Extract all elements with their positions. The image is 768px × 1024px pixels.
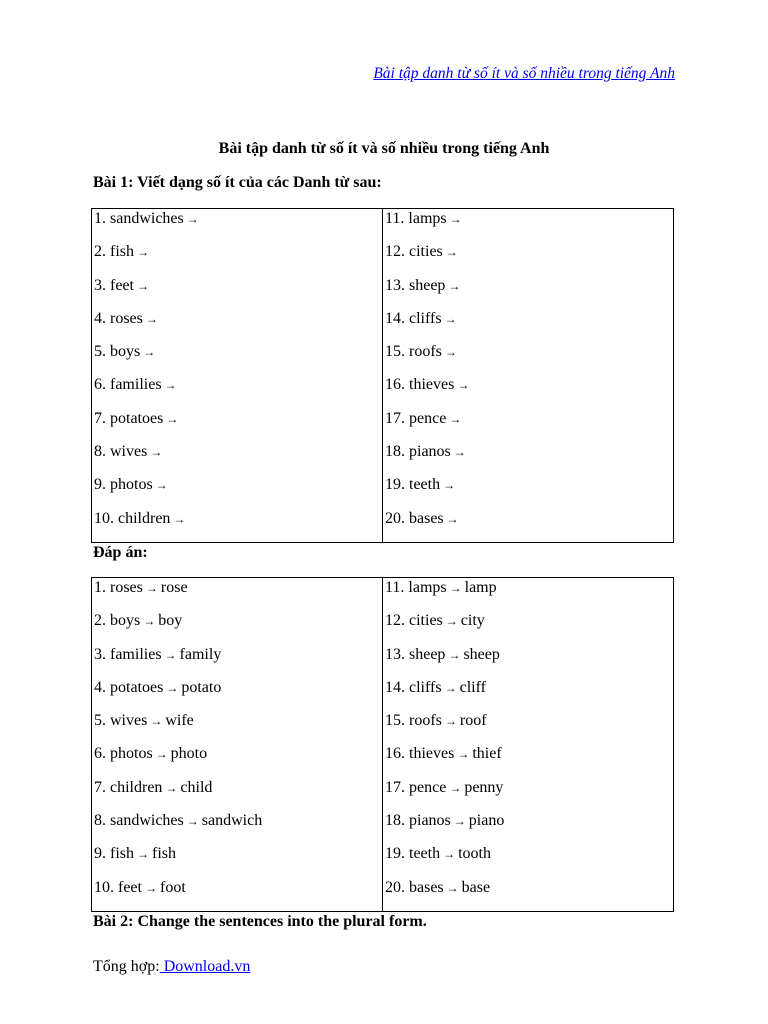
exercise1-cell-right bbox=[383, 209, 674, 243]
question-word: 20. bases bbox=[385, 509, 444, 527]
arrow-icon: → bbox=[444, 714, 457, 729]
answer-cell-left bbox=[92, 578, 383, 612]
question-word: 18. pianos bbox=[385, 812, 451, 830]
exercise1-cell-left bbox=[92, 276, 383, 309]
arrow-icon: → bbox=[444, 680, 457, 695]
question-word: 18. pianos bbox=[385, 443, 451, 461]
arrow-icon: → bbox=[166, 680, 179, 695]
exercise1-cell-right bbox=[383, 442, 674, 475]
question-word: 15. roofs bbox=[385, 343, 442, 361]
arrow-icon: → bbox=[145, 581, 158, 595]
arrow-icon: → bbox=[145, 311, 158, 326]
answer-word: wife bbox=[165, 712, 194, 730]
question-word: 15. roofs bbox=[385, 712, 442, 730]
footer-link[interactable]: Download.vn bbox=[159, 958, 251, 975]
answer-cell-left bbox=[92, 678, 383, 711]
table-row bbox=[92, 375, 674, 408]
answer-word: sandwich bbox=[201, 812, 263, 830]
answer-word: fish bbox=[152, 845, 176, 863]
answer-cell-left bbox=[92, 811, 383, 844]
answer-cell-right bbox=[383, 878, 674, 912]
arrow-icon: → bbox=[186, 212, 199, 226]
table-row bbox=[92, 442, 674, 475]
question-word: 4. roses bbox=[94, 309, 143, 327]
exercise1-heading: Bài 1: Viết dạng số ít của các Danh từ sau: bbox=[93, 174, 382, 191]
question-word: 10. feet bbox=[94, 878, 142, 896]
answer-word: photo bbox=[170, 745, 208, 763]
answer-word: piano bbox=[468, 812, 505, 830]
arrow-icon: → bbox=[449, 780, 462, 795]
answer-cell-right bbox=[383, 711, 674, 744]
answer-word: potato bbox=[181, 678, 222, 696]
exercise1-cell-right bbox=[383, 375, 674, 408]
answer-cell-right bbox=[383, 578, 674, 612]
answer-word: thief bbox=[472, 745, 502, 763]
question-word: 2. fish bbox=[94, 243, 134, 261]
table-row bbox=[92, 475, 674, 508]
question-word: 20. bases bbox=[385, 878, 444, 896]
question-word: 9. photos bbox=[94, 476, 153, 494]
arrow-icon: → bbox=[444, 311, 457, 326]
question-word: 4. potatoes bbox=[94, 678, 164, 696]
answer-word: child bbox=[180, 778, 213, 796]
answer-word: cliff bbox=[459, 678, 486, 696]
exercise1-cell-right bbox=[383, 475, 674, 508]
arrow-icon: → bbox=[143, 614, 156, 629]
arrow-icon: → bbox=[443, 478, 456, 493]
question-word: 17. pence bbox=[385, 409, 447, 427]
arrow-icon: → bbox=[137, 245, 149, 260]
question-word: 12. cities bbox=[385, 243, 443, 261]
table-row bbox=[92, 276, 674, 309]
header-link[interactable]: Bài tập danh từ số ít và số nhiều trong tiếng Anh bbox=[373, 65, 675, 82]
question-word: 11. lamps bbox=[385, 579, 447, 596]
answer-word: foot bbox=[159, 878, 186, 896]
answer-cell-left bbox=[92, 645, 383, 678]
question-word: 17. pence bbox=[385, 778, 447, 796]
arrow-icon: → bbox=[453, 814, 466, 829]
answer-word: family bbox=[179, 645, 222, 663]
arrow-icon: → bbox=[445, 245, 458, 260]
question-word: 9. fish bbox=[94, 845, 134, 863]
arrow-icon: → bbox=[137, 847, 149, 862]
question-word: 1. roses bbox=[94, 579, 143, 596]
exercise1-table bbox=[91, 208, 674, 543]
answer-word: penny bbox=[464, 778, 504, 796]
arrow-icon: → bbox=[186, 814, 199, 829]
answer-cell-left bbox=[92, 778, 383, 811]
table-row bbox=[92, 611, 674, 644]
exercise1-cell-right bbox=[383, 276, 674, 309]
exercise1-cell-left bbox=[92, 409, 383, 442]
question-word: 6. families bbox=[94, 376, 162, 394]
arrow-icon: → bbox=[457, 378, 470, 393]
table-row bbox=[92, 509, 674, 543]
table-row bbox=[92, 242, 674, 275]
question-word: 14. cliffs bbox=[385, 678, 442, 696]
arrow-icon: → bbox=[449, 411, 462, 426]
answer-cell-left bbox=[92, 711, 383, 744]
table-row bbox=[92, 778, 674, 811]
answer-word: lamp bbox=[464, 579, 497, 596]
answer-cell-right bbox=[383, 844, 674, 877]
answer-cell-right bbox=[383, 778, 674, 811]
arrow-icon: → bbox=[164, 378, 177, 393]
arrow-icon: → bbox=[448, 647, 461, 662]
question-word: 2. boys bbox=[94, 612, 141, 630]
table-row bbox=[92, 744, 674, 777]
question-word: 19. teeth bbox=[385, 476, 441, 494]
exercise1-cell-left bbox=[92, 509, 383, 543]
answer-cell-right bbox=[383, 611, 674, 644]
table-row bbox=[92, 878, 674, 912]
answer-word: rose bbox=[160, 579, 188, 596]
question-word: 11. lamps bbox=[385, 210, 447, 227]
arrow-icon: → bbox=[446, 511, 459, 526]
table-row bbox=[92, 209, 674, 243]
table-row bbox=[92, 342, 674, 375]
question-word: 6. photos bbox=[94, 745, 153, 763]
arrow-icon: → bbox=[446, 880, 459, 895]
answer-word: roof bbox=[459, 712, 487, 730]
exercise1-cell-left bbox=[92, 242, 383, 275]
exercise2-heading: Bài 2: Change the sentences into the plural form. bbox=[93, 913, 427, 930]
arrow-icon: → bbox=[165, 780, 178, 795]
question-word: 3. feet bbox=[94, 276, 134, 294]
answer-cell-right bbox=[383, 645, 674, 678]
table-row bbox=[92, 409, 674, 442]
question-word: 1. sandwiches bbox=[94, 210, 184, 227]
question-word: 10. children bbox=[94, 509, 171, 527]
question-word: 5. boys bbox=[94, 343, 141, 361]
table-row bbox=[92, 844, 674, 877]
arrow-icon: → bbox=[453, 445, 466, 460]
answers-table bbox=[91, 577, 674, 912]
exercise1-cell-left bbox=[92, 342, 383, 375]
question-word: 8. sandwiches bbox=[94, 812, 184, 830]
answer-cell-left bbox=[92, 611, 383, 644]
answer-cell-right bbox=[383, 811, 674, 844]
exercise1-cell-left bbox=[92, 475, 383, 508]
answer-word: base bbox=[461, 878, 491, 896]
arrow-icon: → bbox=[444, 345, 457, 360]
answer-cell-left bbox=[92, 844, 383, 877]
question-word: 19. teeth bbox=[385, 845, 441, 863]
exercise1-cell-left bbox=[92, 375, 383, 408]
arrow-icon: → bbox=[155, 478, 168, 493]
question-word: 8. wives bbox=[94, 443, 148, 461]
arrow-icon: → bbox=[150, 714, 163, 729]
table-row bbox=[92, 811, 674, 844]
answer-cell-left bbox=[92, 744, 383, 777]
arrow-icon: → bbox=[166, 411, 179, 426]
arrow-icon: → bbox=[449, 212, 462, 226]
exercise1-cell-right bbox=[383, 509, 674, 543]
document-title: Bài tập danh từ số ít và số nhiều trong tiếng Anh bbox=[218, 140, 550, 157]
arrow-icon: → bbox=[150, 445, 163, 460]
arrow-icon: → bbox=[136, 278, 149, 293]
footer bbox=[93, 958, 250, 976]
answer-word: city bbox=[460, 612, 485, 630]
question-word: 13. sheep bbox=[385, 276, 446, 294]
answer-cell-right bbox=[383, 678, 674, 711]
question-word: 14. cliffs bbox=[385, 309, 442, 327]
arrow-icon: → bbox=[164, 647, 177, 662]
exercise1-cell-right bbox=[383, 309, 674, 342]
question-word: 7. children bbox=[94, 778, 163, 796]
question-word: 13. sheep bbox=[385, 645, 446, 663]
exercise1-cell-right bbox=[383, 242, 674, 275]
answer-cell-right bbox=[383, 744, 674, 777]
table-row bbox=[92, 309, 674, 342]
table-row bbox=[92, 578, 674, 612]
answers-heading: Đáp án: bbox=[93, 544, 148, 561]
exercise1-cell-right bbox=[383, 342, 674, 375]
arrow-icon: → bbox=[173, 511, 186, 526]
footer-prefix: Tổng hợp: bbox=[93, 958, 160, 975]
table-row bbox=[92, 678, 674, 711]
answer-word: boy bbox=[158, 612, 183, 630]
exercise1-cell-left bbox=[92, 442, 383, 475]
question-word: 5. wives bbox=[94, 712, 148, 730]
arrow-icon: → bbox=[448, 278, 461, 293]
question-word: 7. potatoes bbox=[94, 409, 164, 427]
arrow-icon: → bbox=[144, 880, 157, 895]
arrow-icon: → bbox=[443, 847, 456, 862]
exercise1-cell-left bbox=[92, 209, 383, 243]
answer-cell-left bbox=[92, 878, 383, 912]
answer-word: tooth bbox=[458, 845, 491, 863]
arrow-icon: → bbox=[143, 345, 156, 360]
exercise1-cell-left bbox=[92, 309, 383, 342]
question-word: 12. cities bbox=[385, 612, 443, 630]
question-word: 16. thieves bbox=[385, 745, 455, 763]
table-row bbox=[92, 711, 674, 744]
table-row bbox=[92, 645, 674, 678]
arrow-icon: → bbox=[457, 747, 470, 762]
arrow-icon: → bbox=[445, 614, 458, 629]
exercise1-cell-right bbox=[383, 409, 674, 442]
arrow-icon: → bbox=[449, 581, 462, 595]
arrow-icon: → bbox=[155, 747, 168, 762]
question-word: 3. families bbox=[94, 645, 162, 663]
answer-word: sheep bbox=[463, 645, 500, 663]
question-word: 16. thieves bbox=[385, 376, 455, 394]
